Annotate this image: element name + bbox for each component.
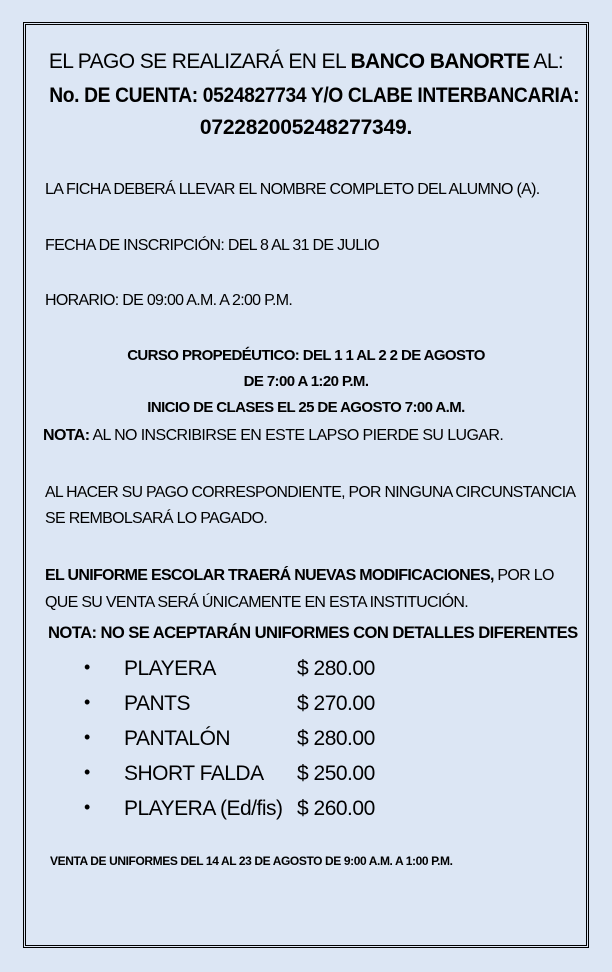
refund-line-1: AL HACER SU PAGO CORRESPONDIENTE, POR NINGUNA CIRCUNSTANCIA <box>45 484 576 501</box>
uniform-sale-dates: VENTA DE UNIFORMES DEL 14 AL 23 DE AGOSTO DE 9:00 A.M. A 1:00 P.M. <box>50 854 453 868</box>
bullet-icon: • <box>84 692 90 712</box>
uniform-notice-bold: EL UNIFORME ESCOLAR TRAERÁ NUEVAS MODIFICACIONES, <box>45 567 494 584</box>
enrollment-dates: FECHA DE INSCRIPCIÓN: DEL 8 AL 31 DE JULIO <box>45 237 379 254</box>
payment-heading-suffix: AL: <box>529 50 564 73</box>
bullet-icon: • <box>84 797 90 817</box>
course-hours: DE 7:00 A 1:20 P.M. <box>243 373 369 390</box>
price-list-item <box>26 727 586 757</box>
ficha-instruction: LA FICHA DEBERÁ LLEVAR EL NOMBRE COMPLETO DEL ALUMNO (A). <box>45 181 540 198</box>
enrollment-note <box>43 428 503 444</box>
uniform-notice-rest: POR LO <box>493 567 554 584</box>
uniform-notice <box>45 568 554 584</box>
item-name: PLAYERA <box>124 657 216 680</box>
item-price: $ 260.00 <box>297 797 375 820</box>
bullet-icon: • <box>84 727 90 747</box>
uniform-note: NOTA: NO SE ACEPTARÁN UNIFORMES CON DETALLES DIFERENTES <box>48 623 578 642</box>
note-label: NOTA: <box>43 427 90 444</box>
payment-heading <box>26 51 586 72</box>
payment-heading-prefix: EL PAGO SE REALIZARÁ EN EL <box>48 50 351 73</box>
bullet-icon: • <box>84 762 90 782</box>
clabe-line: 072282005248277349. <box>199 116 413 139</box>
uniform-sale-location: QUE SU VENTA SERÁ ÚNICAMENTE EN ESTA INSTITUCIÓN. <box>45 594 468 611</box>
item-price: $ 250.00 <box>297 762 375 785</box>
item-name: PANTALÓN <box>124 727 231 750</box>
price-list-item <box>26 692 586 722</box>
item-name: SHORT FALDA <box>124 762 264 785</box>
price-list-item <box>26 762 586 792</box>
classes-start: INICIO DE CLASES EL 25 DE AGOSTO 7:00 A.M. <box>147 399 465 416</box>
document-frame <box>23 22 589 948</box>
item-price: $ 270.00 <box>297 692 375 715</box>
note-text: AL NO INSCRIBIRSE EN ESTE LAPSO PIERDE SU LUGAR. <box>89 427 504 444</box>
item-name: PLAYERA (Ed/fis) <box>124 797 283 820</box>
price-list-item <box>26 657 586 687</box>
bullet-icon: • <box>84 657 90 677</box>
price-list-item <box>26 797 586 827</box>
refund-line-2: SE REMBOLSARÁ LO PAGADO. <box>45 510 268 527</box>
course-dates: CURSO PROPEDÉUTICO: DEL 1 1 AL 2 2 DE AGOSTO <box>127 347 485 364</box>
item-price: $ 280.00 <box>297 727 375 750</box>
office-hours: HORARIO: DE 09:00 A.M. A 2:00 P.M. <box>45 292 293 309</box>
bank-name: BANCO BANORTE <box>350 50 530 73</box>
account-number-line: No. DE CUENTA: 0524827734 Y/O CLABE INTERBANCARIA: <box>49 84 580 107</box>
item-name: PANTS <box>124 692 190 715</box>
item-price: $ 280.00 <box>297 657 375 680</box>
